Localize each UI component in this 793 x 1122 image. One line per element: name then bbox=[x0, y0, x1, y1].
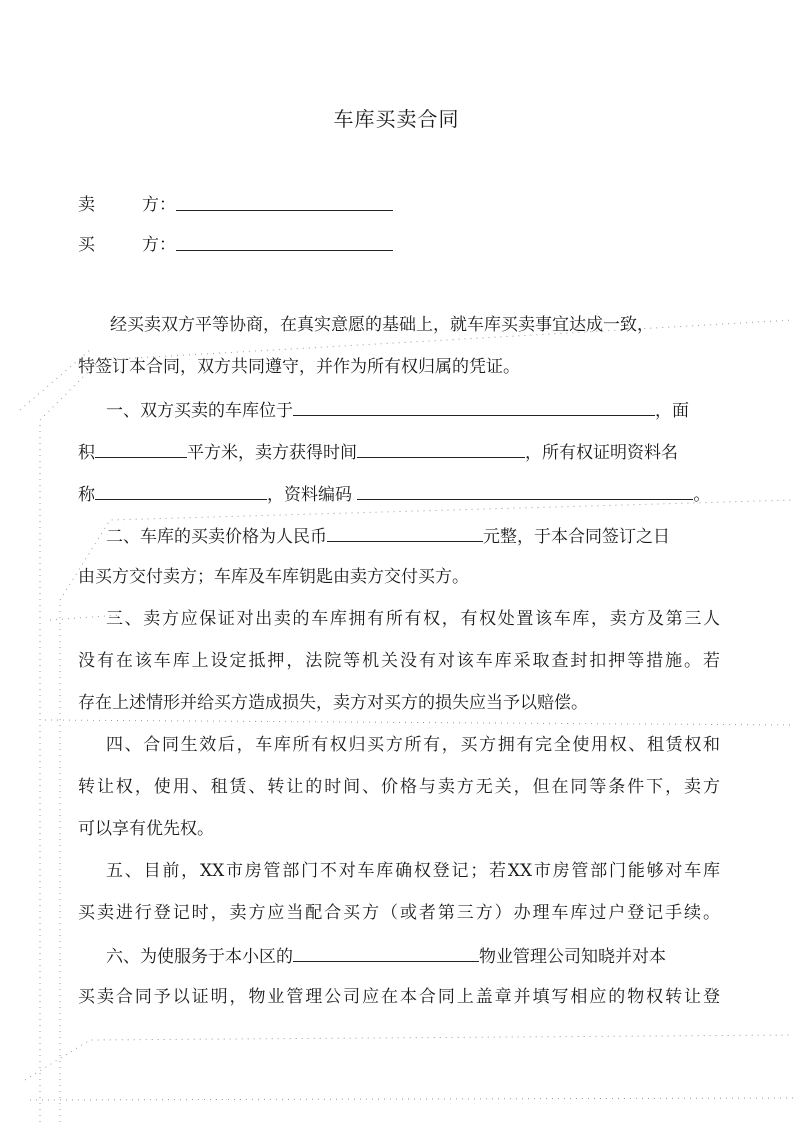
acquire-time-blank[interactable] bbox=[357, 439, 525, 458]
clause-5-line-2: 买卖进行登记时，卖方应当配合买方（或者第三方）办理车库过户登记手续。 bbox=[78, 903, 720, 923]
clause-1-text-d: 平方米，卖方获得时间 bbox=[187, 443, 357, 463]
clause-1-text-g: ，资料编码 bbox=[267, 485, 352, 505]
clause-1-text-c: 积 bbox=[78, 443, 95, 463]
clause-1-text-e: ，所有权证明资料名 bbox=[525, 443, 678, 463]
clause-6-text-a: 六、为使服务于本小区的 bbox=[106, 947, 293, 967]
seller-blank[interactable] bbox=[176, 210, 393, 211]
document-code-blank[interactable] bbox=[357, 481, 693, 500]
clause-5-line-1: 五、目前，XX市房管部门不对车库确权登记；若XX市房管部门能够对车库 bbox=[106, 861, 720, 881]
clause-1-text-b: ，面 bbox=[655, 401, 689, 421]
clause-4-line-3: 可以享有优先权。 bbox=[78, 819, 214, 839]
clause-1-line-2 bbox=[78, 439, 720, 463]
clause-1-text-f: 称 bbox=[78, 485, 95, 505]
intro-line-1: 经买卖双方平等协商，在真实意愿的基础上，就车库买卖事宜达成一致， bbox=[110, 315, 654, 335]
seller-label-1: 卖 bbox=[78, 195, 95, 215]
clause-4-line-1: 四、合同生效后，车库所有权归买方所有，买方拥有完全使用权、租赁权和 bbox=[106, 735, 720, 755]
clause-2-line-2: 由买方交付卖方；车库及车库钥匙由卖方交付买方。 bbox=[78, 567, 469, 587]
clause-3-line-3: 存在上述情形并给买方造成损失，卖方对买方的损失应当予以赔偿。 bbox=[78, 693, 588, 713]
seller-label-2: 方： bbox=[142, 195, 176, 215]
price-blank[interactable] bbox=[327, 523, 483, 542]
clause-4-line-2: 转让权，使用、租赁、转让的时间、价格与卖方无关，但在同等条件下，卖方 bbox=[78, 777, 720, 797]
clause-1-line-3 bbox=[78, 481, 720, 505]
clause-6-line-2: 买卖合同予以证明，物业管理公司应在本合同上盖章并填写相应的物权转让登 bbox=[78, 987, 720, 1007]
clause-1-text-h: 。 bbox=[693, 485, 711, 505]
clause-2-text-b: 元整，于本合同签订之日 bbox=[483, 527, 670, 547]
intro-line-2: 特签订本合同，双方共同遵守，并作为所有权归属的凭证。 bbox=[78, 357, 520, 377]
clause-6-text-b: 物业管理公司知晓并对本 bbox=[479, 947, 666, 967]
property-company-blank[interactable] bbox=[293, 943, 479, 962]
buyer-blank[interactable] bbox=[176, 250, 393, 251]
clause-6-line-1 bbox=[106, 943, 720, 967]
clause-3-line-1: 三、卖方应保证对出卖的车库拥有所有权，有权处置该车库，卖方及第三人 bbox=[106, 609, 720, 629]
location-blank[interactable] bbox=[293, 397, 655, 416]
clause-3-line-2: 没有在该车库上设定抵押，法院等机关没有对该车库采取查封扣押等措施。若 bbox=[78, 651, 720, 671]
document-name-blank[interactable] bbox=[95, 481, 267, 500]
clause-1-line-1 bbox=[106, 397, 720, 421]
clause-1-text-a: 一、双方买卖的车库位于 bbox=[106, 401, 293, 421]
buyer-label-2: 方： bbox=[142, 235, 176, 255]
buyer-label-1: 买 bbox=[78, 235, 95, 255]
clause-2-text-a: 二、车库的买卖价格为人民币 bbox=[106, 527, 327, 547]
document-title: 车库买卖合同 bbox=[333, 107, 460, 131]
area-blank[interactable] bbox=[95, 439, 187, 458]
clause-2-line-1 bbox=[106, 523, 720, 547]
